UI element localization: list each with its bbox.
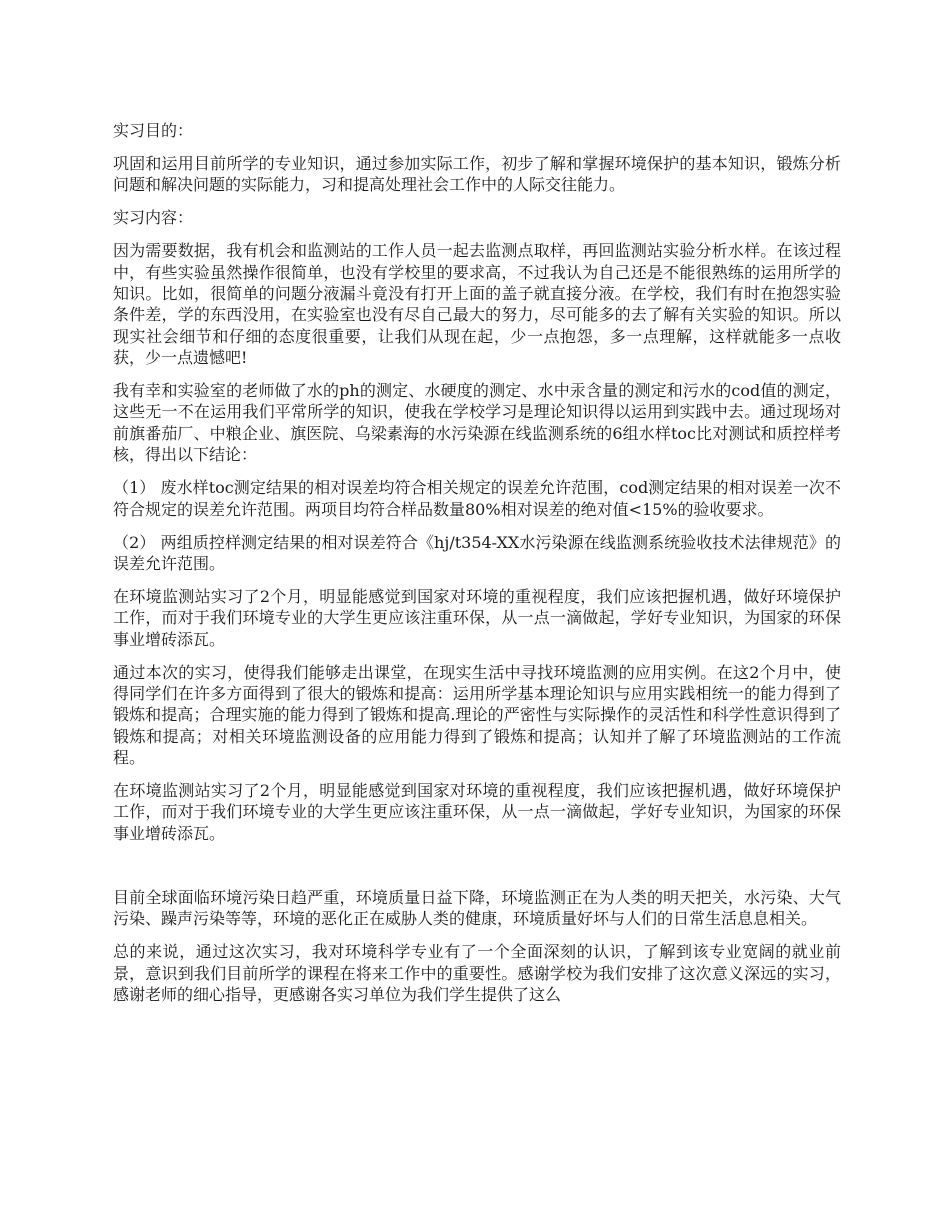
conclusion-item-1: （1） 废水样toc测定结果的相对误差均符合相关规定的误差允许范围，cod测定结果的相对误差一次不符合规定的误差允许范围。两项目均符合样品数量80%相对误差的绝对值<15%的验收要求。 [113,478,841,519]
document-page [113,120,841,1017]
purpose-paragraph: 巩固和运用目前所学的专业知识，通过参加实际工作，初步了解和掌握环境保护的基本知识，锻炼分析问题和解决问题的实际能力，习和提高处理社会工作中的人际交往能力。 [113,153,841,195]
conclusion-item-2: （2） 两组质控样测定结果的相对误差符合《hj/t354-XX水污染源在线监测系统验收技术法律规范》的误差允许范围。 [113,532,841,573]
body-paragraph: 因为需要数据，我有机会和监测站的工作人员一起去监测点取样，再回监测站实验分析水样。在该过程中，有些实验虽然操作很简单，也没有学校里的要求高，不过我认为自己还是不能很熟练的运用所学的知识。比如，很简单的问题分液漏斗竟没有打开上面的盖子就直接分液。在学校，我们有时在抱怨实验条件差，学的东西没用，在实验室也没有尽自己最大的努力，尽可能多的去了解有关实验的知识。所以现实社会细节和仔细的态度很重要，让我们从现在起，少一点抱怨，多一点理解，这样就能多一点收获，少一点遗憾吧! [113,241,841,368]
purpose-heading: 实习目的： [113,121,194,140]
body-paragraph: 我有幸和实验室的老师做了水的ph的测定、水硬度的测定、水中汞含量的测定和污水的cod值的测定，这些无一不在运用我们平常所学的知识，使我在学校学习是理论知识得以运用到实践中去。通过现场对前旗番茄厂、中粮企业、旗医院、乌梁素海的水污染源在线监测系统的6组水样toc比对测试和质控样考核，得出以下结论： [113,381,841,465]
body-paragraph: 在环境监测站实习了2个月，明显能感觉到国家对环境的重视程度，我们应该把握机遇，做好环境保护工作，而对于我们环境专业的大学生更应该注重环保，从一点一滴做起，学好专业知识，为国家的环保事业增砖添瓦。 [113,586,841,649]
body-paragraph: 通过本次的实习，使得我们能够走出课堂，在现实生活中寻找环境监测的应用实例。在这2个月中，使得同学们在许多方面得到了很大的锻炼和提高：运用所学基本理论知识与应用实践相统一的能力得到了锻炼和提高；合理实施的能力得到了锻炼和提高.理论的严密性与实际操作的灵活性和科学性意识得到了锻炼和提高；对相关环境监测设备的应用能力得到了锻炼和提高；认知并了解了环境监测站的工作流程。 [113,662,841,768]
summary-paragraph: 总的来说，通过这次实习，我对环境科学专业有了一个全面深刻的认识，了解到该专业宽阔的就业前景，意识到我们目前所学的课程在将来工作中的重要性。感谢学校为我们安排了这次意义深远的实习，感谢老师的细心指导，更感谢各实习单位为我们学生提供了这么 [113,942,841,1004]
body-paragraph: 目前全球面临环境污染日趋严重，环境质量日益下降，环境监测正在为人类的明天把关，水污染、大气污染、躁声污染等等，环境的恶化正在威胁人类的健康，环境质量好坏与人们的日常生活息息相关。 [113,887,841,929]
section-gap [113,856,841,887]
body-paragraph: 在环境监测站实习了2个月，明显能感觉到国家对环境的重视程度，我们应该把握机遇，做好环境保护工作，而对于我们环境专业的大学生更应该注重环保，从一点一滴做起，学好专业知识，为国家的环保事业增砖添瓦。 [113,781,841,843]
content-heading: 实习内容： [113,208,194,228]
